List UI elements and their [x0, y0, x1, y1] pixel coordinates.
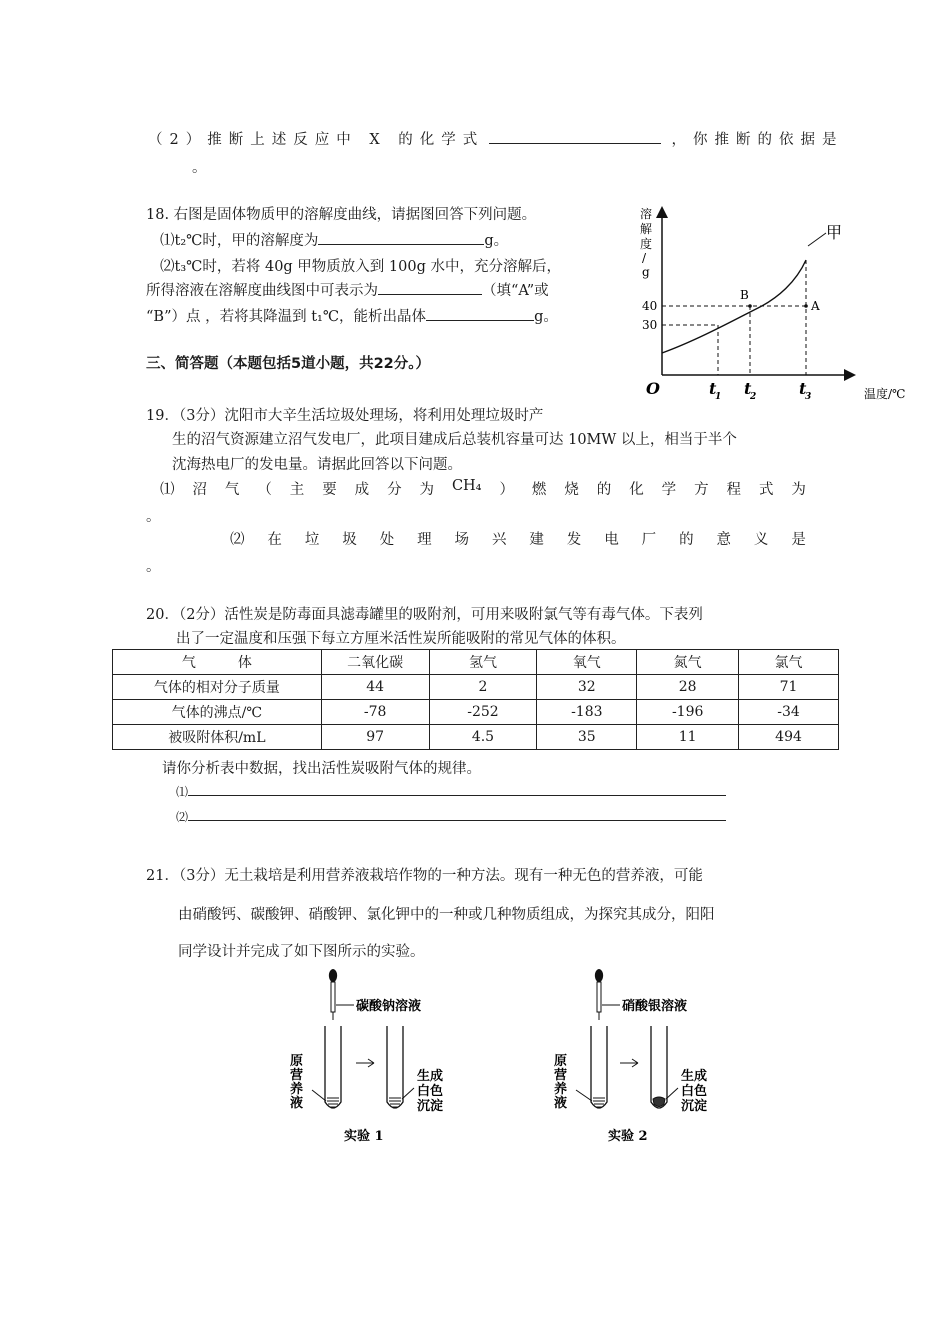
exp1-right-label-line: 生成	[417, 1069, 444, 1084]
q18-p1-unit: g。	[484, 233, 509, 249]
exp1-right-label-line: 白色	[417, 1084, 444, 1099]
table-cell: 2	[429, 675, 537, 700]
y-axis-label-char: 度	[640, 237, 653, 251]
dropper-tube	[597, 982, 601, 1012]
q19-part1	[160, 478, 806, 499]
q18-crystal-blank[interactable]	[426, 306, 534, 321]
q18-part2-b	[146, 279, 549, 300]
q18-p1-text: ⑴t₂℃时，甲的溶解度为	[160, 233, 319, 249]
table-header-cell: 氯气	[739, 650, 839, 675]
q19-part2	[230, 528, 806, 549]
x-axis-label: 温度/℃	[864, 387, 906, 401]
gas-adsorption-table	[112, 649, 839, 750]
q19-p1-char: 程	[726, 482, 741, 498]
table-cell: 44	[321, 675, 429, 700]
exp2-right-label-line: 沉淀	[681, 1099, 708, 1114]
x-tick-sub: 2	[750, 392, 757, 402]
q20-ask: 请你分析表中数据，找出活性炭吸附气体的规律。	[162, 761, 481, 777]
q19-p2-char: 的	[679, 532, 694, 548]
right-label-leader	[666, 1088, 678, 1099]
table-cell: 被吸附体积/mL	[113, 725, 322, 750]
q20-answer-1-line[interactable]	[188, 781, 726, 796]
q19-p1-char: CH₄	[451, 478, 482, 494]
table-cell: 71	[739, 675, 839, 700]
exp1-right-label-line: 沉淀	[417, 1099, 444, 1114]
q19-p2-char: 场	[454, 532, 470, 548]
experiment-2-figure	[548, 968, 748, 1148]
q19-p2-char: 垃	[304, 532, 320, 548]
dropper-bulb	[595, 969, 603, 982]
solubility-chart	[628, 200, 928, 410]
q20-answer-2-line[interactable]	[188, 806, 726, 821]
q17-formula-blank[interactable]	[489, 129, 661, 144]
y-axis-label-char: /	[642, 251, 647, 265]
origin-label: O	[646, 379, 660, 398]
q19-line3: 沈海热电厂的发电量。请据此回答以下问题。	[172, 457, 462, 473]
q20-line2: 出了一定温度和压强下每立方厘米活性炭所能吸附的常见气体的体积。	[176, 631, 626, 647]
exp2-left-label	[554, 1053, 567, 1111]
test-tube-2	[387, 1026, 403, 1108]
q18-stem: 18. 右图是固体物质甲的溶解度曲线，请据图回答下列问题。	[146, 207, 537, 223]
exp2-left-label-char: 营	[554, 1068, 568, 1083]
q19-p1-char: 气	[224, 482, 240, 498]
table-cell: 气体的沸点/℃	[113, 700, 322, 725]
table-header-cell: 氮气	[637, 650, 739, 675]
q19-p2-char: 厂	[641, 532, 657, 548]
x-tick-sub: 1	[715, 392, 722, 402]
q18-p2-b-hint: （填“A”或	[482, 283, 549, 299]
table-cell: 97	[321, 725, 429, 750]
q18-part1	[160, 229, 508, 250]
experiment-1-figure	[284, 968, 484, 1148]
table-cell: 11	[637, 725, 739, 750]
table-cell: -34	[739, 700, 839, 725]
y-axis-label	[640, 206, 652, 279]
q19-p1-char: 的	[596, 482, 612, 498]
table-cell: 28	[637, 675, 739, 700]
q20-ans1-label: ⑴	[176, 785, 189, 799]
exp1-left-label-char: 养	[290, 1082, 304, 1097]
table-header-cell: 气 体	[113, 650, 322, 675]
q18-point-blank[interactable]	[378, 280, 482, 295]
table-cell: 气体的相对分子质量	[113, 675, 322, 700]
table-cell: 35	[537, 725, 637, 750]
table-row	[113, 725, 839, 750]
q19-p2-char: 意	[716, 532, 731, 548]
q19-p2-char: 发	[566, 532, 582, 548]
test-tube-2	[651, 1026, 667, 1108]
exp1-left-label-char: 原	[290, 1054, 304, 1069]
q19-p2-char: 理	[417, 532, 432, 548]
q19-p1-char: 学	[661, 482, 677, 498]
exp2-right-label	[681, 1068, 707, 1114]
q19-p2-char: 是	[791, 532, 806, 548]
q19-p1-char: 成	[354, 482, 370, 498]
left-label-leader	[312, 1090, 326, 1101]
precipitate	[653, 1097, 665, 1107]
section3-title: 三、简答题（本题包括5道小题，共22分。）	[146, 356, 431, 372]
q19-p1-char: ⑴	[160, 482, 175, 498]
exp1-caption: 实验 1	[344, 1129, 384, 1144]
table-header-cell: 氧气	[537, 650, 637, 675]
q19-p1-char: ）	[499, 482, 514, 498]
table-cell: -196	[637, 700, 739, 725]
exp2-right-label-line: 白色	[681, 1084, 708, 1099]
q20-answer-1	[176, 781, 726, 800]
x-tick-main: t	[744, 379, 752, 398]
y-tick-label: 30	[642, 318, 658, 332]
q19-p1-char: 分	[387, 482, 402, 498]
right-label-leader	[402, 1088, 414, 1099]
x-tick-t2	[744, 379, 756, 402]
exp1-left-label	[290, 1053, 303, 1111]
q19-p2-char: ⑵	[230, 532, 245, 548]
dropper-bulb	[329, 969, 337, 982]
series-label-leader	[808, 233, 826, 246]
exp2-right-label-line: 生成	[681, 1069, 708, 1084]
exp2-caption: 实验 2	[608, 1129, 648, 1144]
q19-p2-char: 圾	[342, 532, 357, 548]
table-cell: 4.5	[429, 725, 537, 750]
q19-p1-char: 主	[289, 482, 305, 498]
table-cell: 32	[537, 675, 637, 700]
dropper-tube	[331, 982, 335, 1012]
y-axis-label-char: 解	[640, 222, 653, 236]
exp2-left-label-char: 原	[554, 1054, 568, 1069]
table-cell: -78	[321, 700, 429, 725]
exp1-left-label-char: 营	[290, 1068, 304, 1083]
q18-part2-c	[146, 305, 558, 326]
q19-line2: 生的沼气资源建立沼气发电厂，此项目建成后总装机容量可达 10MW 以上，相当于半个	[172, 432, 737, 448]
y-axis-label-char: g	[642, 265, 650, 279]
q19-p2-char: 义	[753, 532, 769, 548]
q19-p1-char: 燃	[531, 482, 547, 498]
q19-p1-char: 要	[322, 482, 337, 498]
q19-line1: 19．（3分）沈阳市大辛生活垃圾处理场，将利用处理垃圾时产	[146, 408, 544, 424]
exp2-reagent-label: 硝酸银溶液	[622, 999, 688, 1014]
q18-solubility-blank[interactable]	[318, 230, 484, 245]
table-cell: 494	[739, 725, 839, 750]
q20-answer-2	[176, 806, 726, 825]
series-label: 甲	[826, 223, 843, 242]
point-b-label: B	[740, 288, 749, 302]
test-tube-1	[325, 1026, 341, 1108]
q17-basis-text: ，你推断的依据是	[671, 132, 844, 148]
point-a-marker	[804, 304, 808, 308]
q19-p1-char: （	[257, 482, 272, 498]
q19-p1-char: 式	[758, 482, 774, 498]
q19-p1-char: 化	[629, 482, 644, 498]
q19-p2-char: 建	[529, 532, 544, 548]
exp2-left-label-char: 养	[554, 1082, 568, 1097]
table-cell: -183	[537, 700, 637, 725]
q21-line3: 同学设计并完成了如下图所示的实验。	[178, 944, 425, 960]
q19-p2-char: 处	[379, 532, 395, 548]
q17-part2-line	[148, 128, 843, 149]
table-header-row	[113, 650, 839, 675]
exp1-reagent-label: 碳酸钠溶液	[356, 999, 422, 1014]
x-tick-sub: 3	[805, 392, 812, 402]
q18-p2-c-text: “B”）点 ，若将其降温到 t₁℃，能析出晶体	[146, 309, 427, 325]
q21-line2: 由硝酸钙、碳酸钾、硝酸钾、氯化钾中的一种或几种物质组成，为探究其成分，阳阳	[178, 907, 715, 923]
q20-ans2-label: ⑵	[176, 810, 189, 824]
q17-part2-text: （2）推断上述反应中 X 的化学式	[148, 132, 485, 148]
table-row	[113, 675, 839, 700]
x-tick-t1	[709, 379, 721, 402]
q19-p2-char: 在	[267, 532, 282, 548]
exp1-left-label-char: 液	[290, 1096, 304, 1111]
table-header-cell: 氢气	[429, 650, 537, 675]
q18-p2-c-unit: g。	[534, 309, 558, 325]
y-tick-label: 40	[642, 299, 658, 313]
exp2-left-label-char: 液	[554, 1096, 568, 1111]
q19-p1-end: 。	[146, 509, 161, 525]
point-b-marker	[748, 304, 752, 308]
q19-p2-char: 电	[604, 532, 619, 548]
q18-part2-a: ⑵t₃℃时，若将 40g 甲物质放入到 100g 水中，充分溶解后，	[160, 259, 561, 275]
q20-line1: 20．（2分）活性炭是防毒面具滤毒罐里的吸附剂，可用来吸附氯气等有毒气体。下表列	[146, 607, 703, 623]
q19-p1-char: 方	[694, 482, 709, 498]
q21-line1: 21．（3分）无土栽培是利用营养液栽培作物的一种方法。现有一种无色的营养液，可能	[146, 868, 703, 884]
test-tube-1	[591, 1026, 607, 1108]
x-tick-main: t	[709, 379, 717, 398]
q17-part2-end: 。	[192, 160, 207, 176]
x-tick-main: t	[799, 379, 807, 398]
q19-p1-char: 沼	[192, 482, 207, 498]
point-a-label: A	[811, 299, 820, 313]
left-label-leader	[576, 1090, 592, 1101]
q19-p2-char: 兴	[491, 532, 507, 548]
q18-p2-b-text: 所得溶液在溶解度曲线图中可表示为	[146, 283, 378, 299]
q19-p1-char: 为	[791, 482, 806, 498]
table-header-cell: 二氧化碳	[321, 650, 429, 675]
table-cell: -252	[429, 700, 537, 725]
q19-p1-char: 烧	[564, 482, 579, 498]
q19-p1-char: 为	[419, 482, 434, 498]
exp1-right-label	[417, 1068, 443, 1114]
y-axis-label-char: 溶	[640, 207, 653, 221]
x-tick-t3	[799, 379, 811, 402]
q19-p2-end: 。	[146, 559, 161, 575]
table-row	[113, 700, 839, 725]
